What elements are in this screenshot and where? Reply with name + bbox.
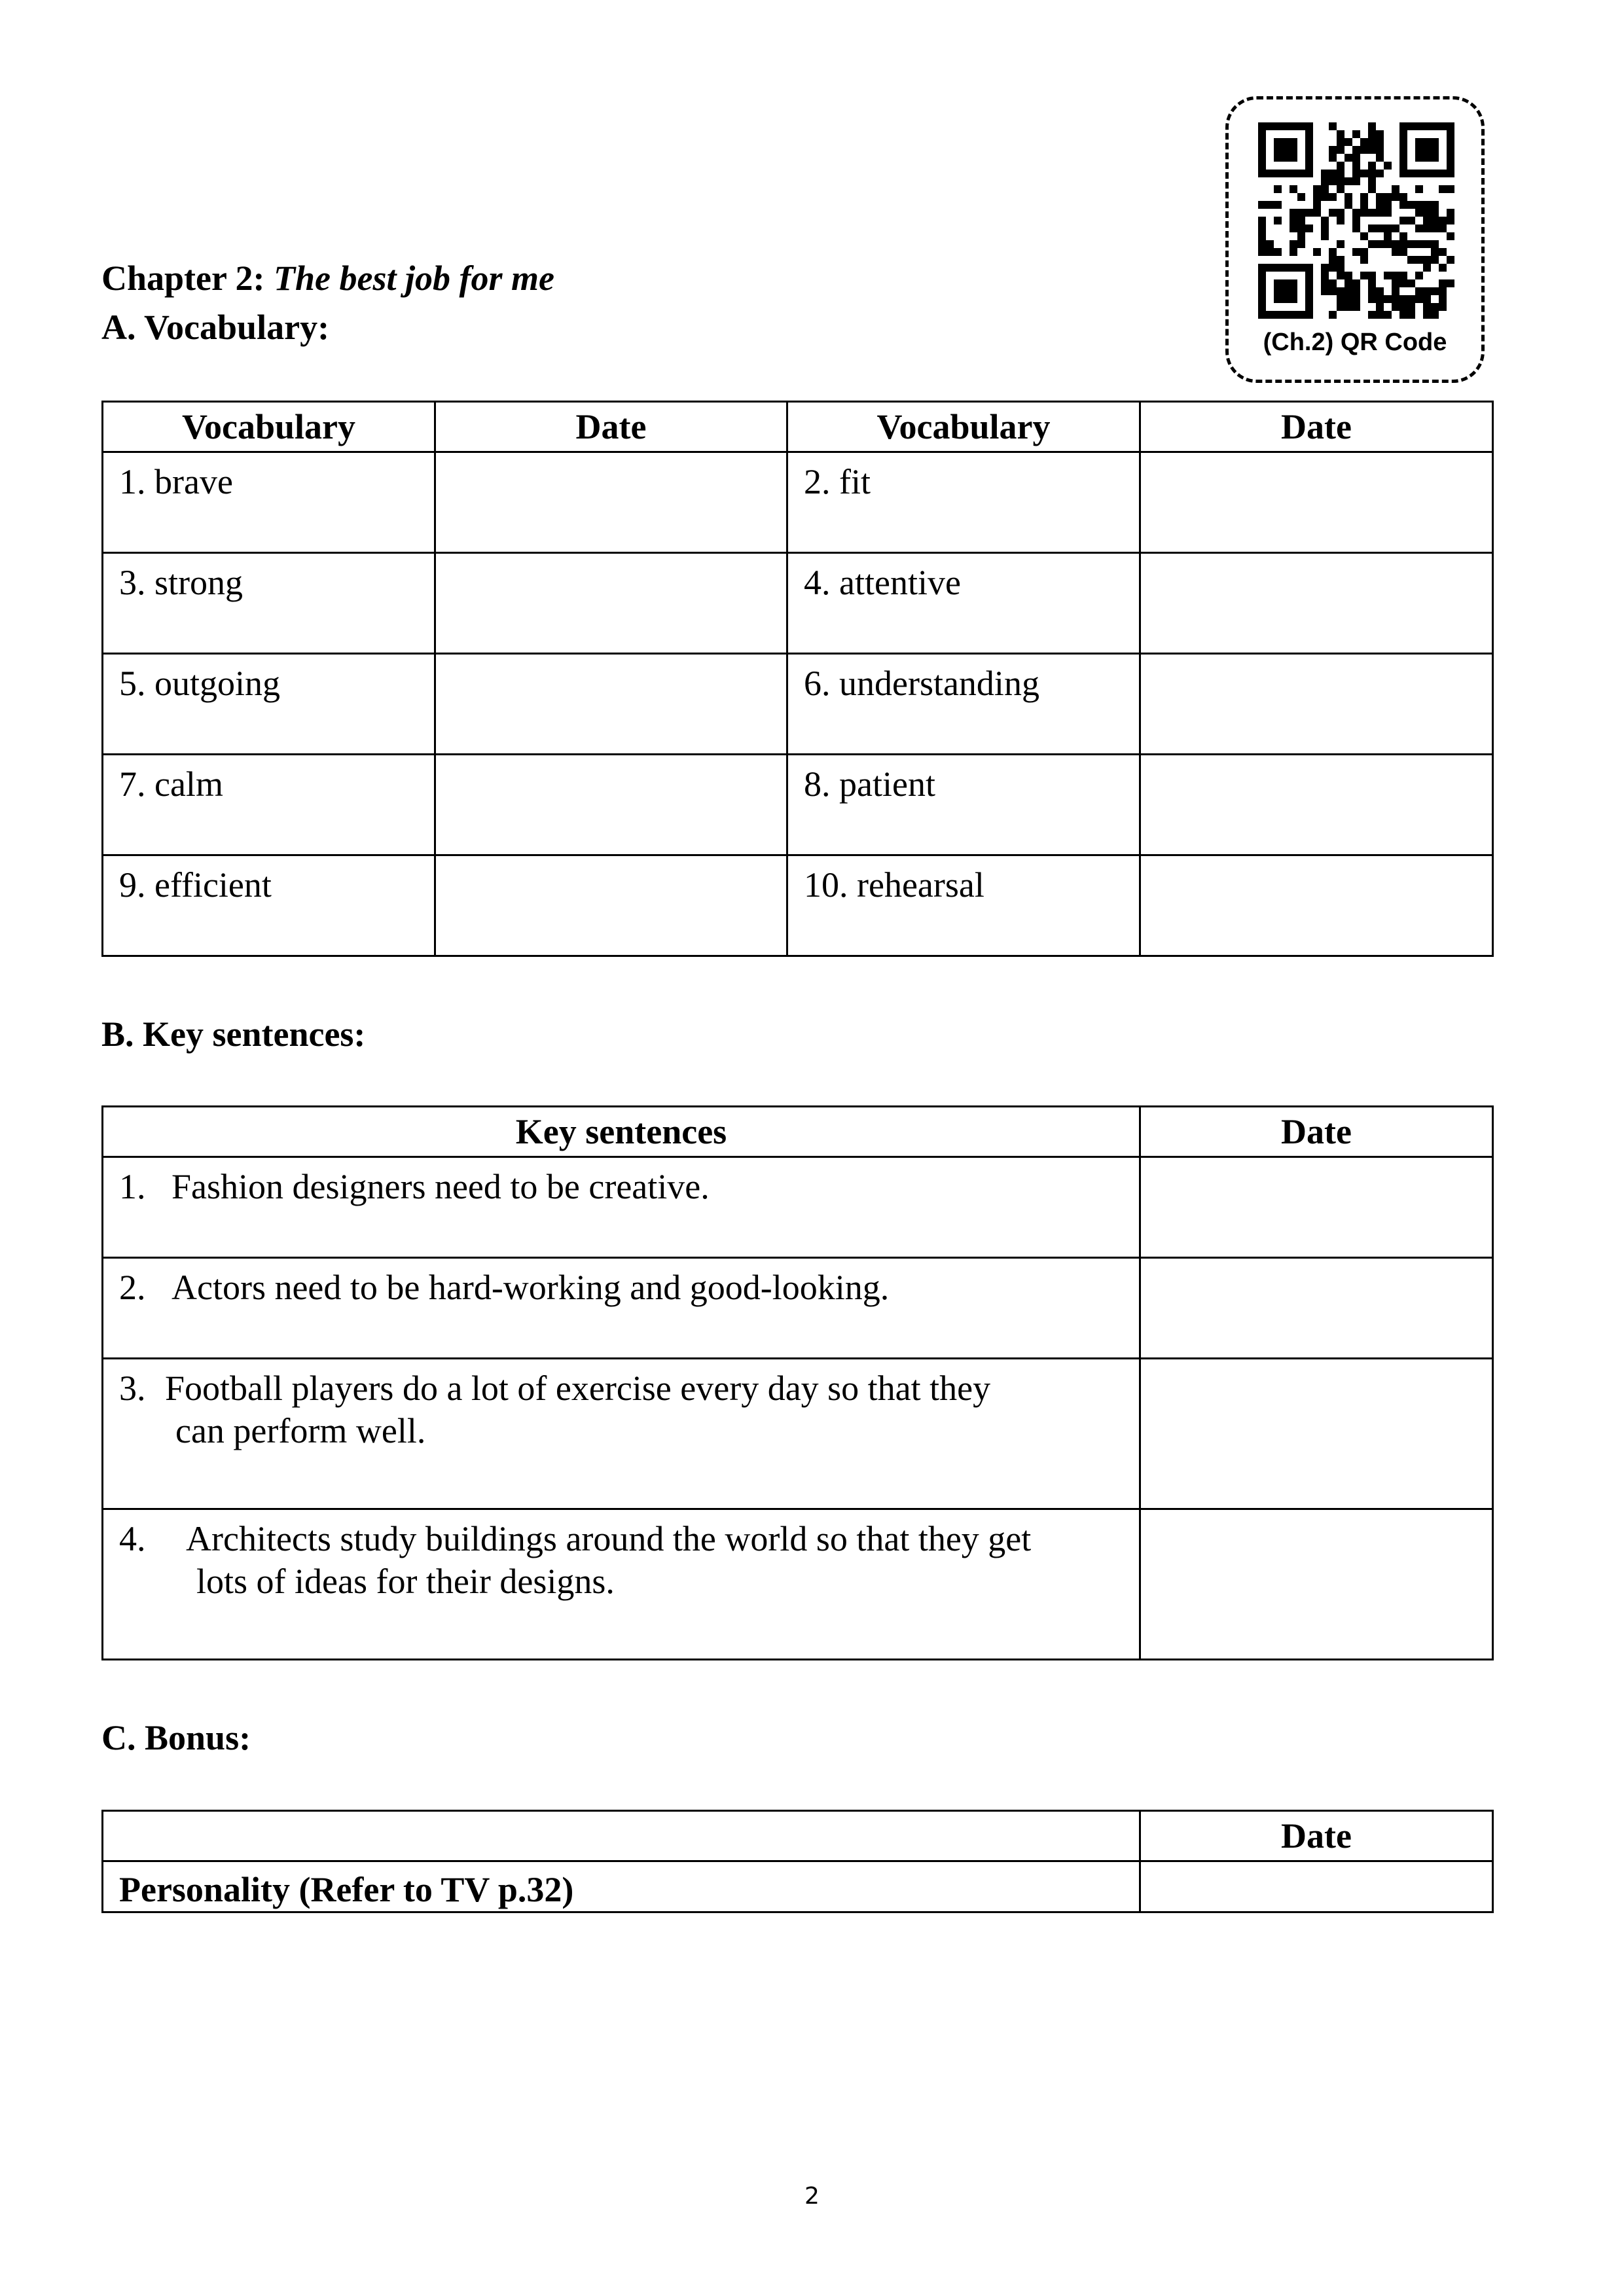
sentence-number: 2. — [119, 1268, 146, 1307]
chapter-name: The best job for me — [274, 259, 554, 298]
date-cell[interactable] — [1140, 1157, 1493, 1258]
bonus-header-row — [103, 1811, 1493, 1861]
date-cell[interactable] — [1140, 553, 1493, 654]
vocabulary-word: 5. outgoing — [103, 654, 435, 755]
vocabulary-word: 10. rehearsal — [787, 855, 1140, 956]
key-sentence-row — [103, 1359, 1493, 1509]
key-sentence — [103, 1258, 1140, 1359]
date-header: Date — [1140, 1811, 1493, 1861]
vocabulary-word: 1. brave — [103, 452, 435, 553]
key-sentence-row — [103, 1258, 1493, 1359]
date-cell[interactable] — [435, 654, 787, 755]
bonus-header-blank — [103, 1811, 1140, 1861]
sentence-text: Fashion designers need to be creative. — [171, 1167, 710, 1206]
date-cell[interactable] — [435, 452, 787, 553]
chapter-prefix: Chapter 2: — [101, 259, 274, 298]
bonus-table — [101, 1810, 1494, 1913]
key-sentence-row — [103, 1509, 1493, 1660]
date-cell[interactable] — [1140, 1509, 1493, 1660]
key-sentence — [103, 1157, 1140, 1258]
key-sentences-header-row — [103, 1107, 1493, 1157]
key-sentences-table — [101, 1105, 1494, 1660]
page-number: 2 — [804, 2183, 820, 2210]
date-cell[interactable] — [1140, 1359, 1493, 1509]
sentence-number: 4. — [119, 1519, 146, 1558]
vocabulary-word: 6. understanding — [787, 654, 1140, 755]
vocabulary-word: 9. efficient — [103, 855, 435, 956]
vocabulary-header: Vocabulary — [787, 402, 1140, 452]
vocabulary-row — [103, 553, 1493, 654]
date-header: Date — [435, 402, 787, 452]
bonus-label: Personality (Refer to TV p.32) — [103, 1861, 1140, 1912]
qr-code-box[interactable] — [1225, 96, 1485, 383]
vocabulary-row — [103, 855, 1493, 956]
section-c-heading: C. Bonus: — [101, 1718, 251, 1757]
vocabulary-row — [103, 654, 1493, 755]
date-cell[interactable] — [1140, 1861, 1493, 1912]
sentence-text: Football players do a lot of exercise every day so that they — [165, 1369, 991, 1408]
date-cell[interactable] — [1140, 1258, 1493, 1359]
key-sentence — [103, 1359, 1140, 1509]
date-cell[interactable] — [435, 553, 787, 654]
vocabulary-word: 3. strong — [103, 553, 435, 654]
date-cell[interactable] — [1140, 654, 1493, 755]
date-cell[interactable] — [1140, 452, 1493, 553]
vocabulary-word: 4. attentive — [787, 553, 1140, 654]
date-cell[interactable] — [435, 755, 787, 855]
date-cell[interactable] — [1140, 855, 1493, 956]
key-sentence-row — [103, 1157, 1493, 1258]
sentence-text-continued: can perform well. — [175, 1410, 426, 1450]
vocabulary-row — [103, 755, 1493, 855]
sentence-text: Architects study buildings around the world so that they get — [186, 1519, 1032, 1558]
vocabulary-row — [103, 452, 1493, 553]
sentence-number: 3. — [119, 1369, 146, 1408]
qr-code-caption: (Ch.2) QR Code — [1263, 329, 1447, 356]
vocabulary-word: 2. fit — [787, 452, 1140, 553]
vocabulary-header-row — [103, 402, 1493, 452]
qr-code-icon — [1258, 122, 1454, 319]
key-sentence — [103, 1509, 1140, 1660]
sentence-text-continued: lots of ideas for their designs. — [196, 1561, 615, 1601]
sentence-text: Actors need to be hard-working and good-looking. — [171, 1268, 890, 1307]
chapter-title — [101, 260, 554, 296]
date-cell[interactable] — [1140, 755, 1493, 855]
vocabulary-word: 7. calm — [103, 755, 435, 855]
vocabulary-word: 8. patient — [787, 755, 1140, 855]
date-header: Date — [1140, 1107, 1493, 1157]
key-sentences-header: Key sentences — [103, 1107, 1140, 1157]
vocabulary-table — [101, 401, 1494, 957]
vocabulary-header: Vocabulary — [103, 402, 435, 452]
date-cell[interactable] — [435, 855, 787, 956]
section-a-heading: A. Vocabulary: — [101, 308, 330, 347]
date-header: Date — [1140, 402, 1493, 452]
bonus-row — [103, 1861, 1493, 1912]
section-b-heading: B. Key sentences: — [101, 1014, 366, 1054]
sentence-number: 1. — [119, 1167, 146, 1206]
